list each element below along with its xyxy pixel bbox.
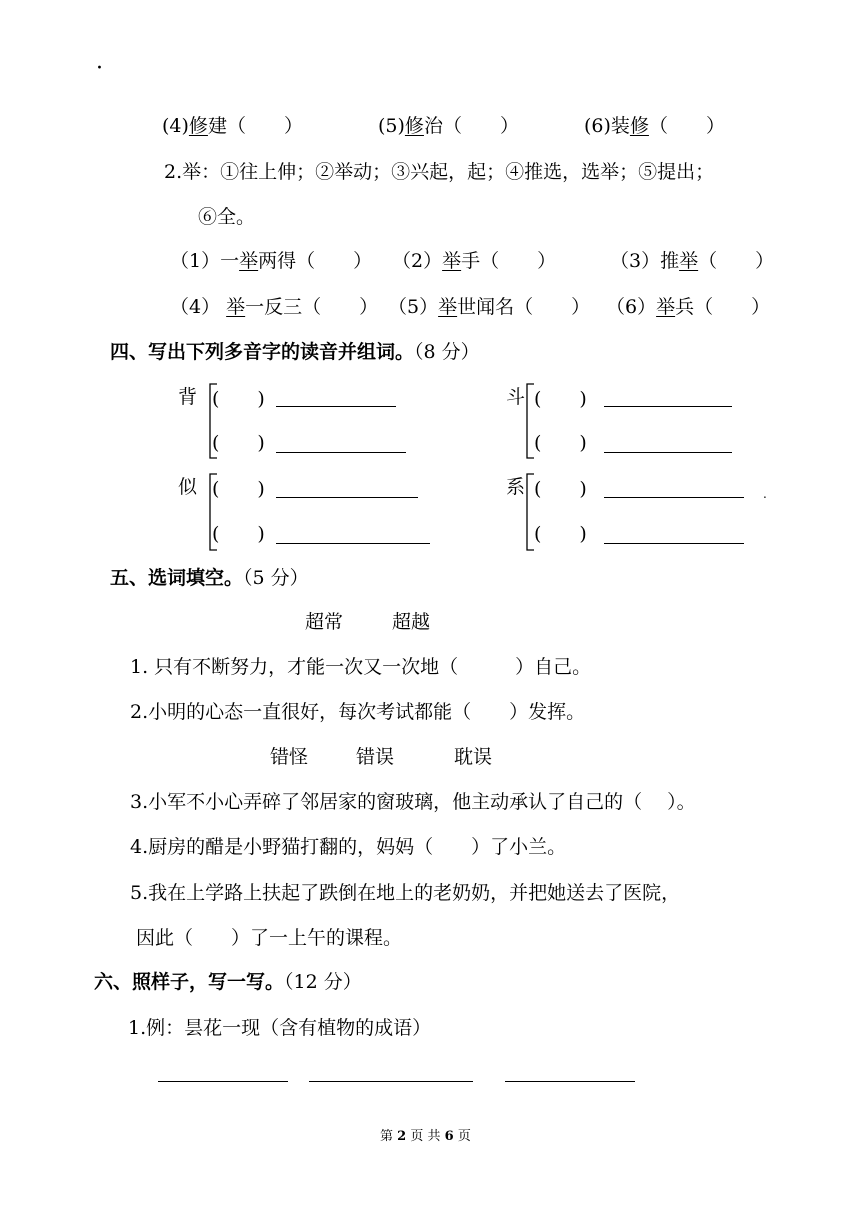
word-blank[interactable] xyxy=(604,497,744,498)
ju-item-1 xyxy=(170,252,372,271)
word-blank[interactable] xyxy=(604,543,744,544)
footer-page-number: 2 xyxy=(397,1129,407,1144)
q3-item-4 xyxy=(162,117,303,136)
answer-blank[interactable]: （ ） xyxy=(226,115,303,137)
item-num: （1） xyxy=(170,250,221,272)
q5-item-3: 3.小军不小心弄碎了邻居家的窗玻璃，他主动承认了自己的（ ）。 xyxy=(130,791,696,813)
q5-item-4: 4.厨房的醋是小野猫打翻的，妈妈（ ）了小兰。 xyxy=(130,836,567,858)
ju-item-5 xyxy=(388,298,590,317)
answer-blank[interactable]: （ ） xyxy=(648,115,725,137)
item-num: （5） xyxy=(388,296,439,318)
q3-item-5 xyxy=(378,117,519,136)
footer-pre: 第 xyxy=(380,1129,394,1144)
item-rest: 两得 xyxy=(258,250,297,272)
ju-definition-line2: ⑥全。 xyxy=(198,206,256,228)
item-rest: 建 xyxy=(207,115,227,137)
answer-blank[interactable]: （ ） xyxy=(302,296,379,318)
item-rest: 世闻名 xyxy=(457,296,515,318)
word-blank[interactable] xyxy=(276,497,418,498)
polyphone-char-dou: 斗 xyxy=(506,386,526,408)
answer-blank[interactable]: （ ） xyxy=(480,250,557,272)
polyphone-char-bei: 背 xyxy=(178,386,198,408)
target-char: 修 xyxy=(404,115,424,137)
pinyin-paren: ( ) xyxy=(534,523,587,545)
pinyin-paren: ( ) xyxy=(212,478,265,500)
ju-item-6 xyxy=(606,298,770,317)
answer-blank[interactable]: （ ） xyxy=(442,115,519,137)
word-bank-word: 耽误 xyxy=(454,746,493,768)
word-blank[interactable] xyxy=(276,406,396,407)
section-title: 四、写出下列多音字的读音并组词。 xyxy=(110,341,415,363)
section-6-heading xyxy=(94,973,362,992)
item-pre: 装 xyxy=(610,115,630,137)
q3-item-6 xyxy=(584,117,725,136)
footer-post: 页 xyxy=(457,1129,471,1144)
q6-item-1: 1.例：昙花一现（含有植物的成语） xyxy=(128,1017,432,1039)
word-bank-word: 错误 xyxy=(356,746,395,768)
page-mark: · xyxy=(96,56,103,81)
target-char: 举 xyxy=(442,250,462,272)
item-num: (5) xyxy=(378,115,405,137)
target-char: 修 xyxy=(629,115,649,137)
item-num: (6) xyxy=(584,115,611,137)
pinyin-paren: ( ) xyxy=(212,523,265,545)
target-char: 修 xyxy=(188,115,208,137)
item-rest: 一反三 xyxy=(245,296,303,318)
word-bank-word: 错怪 xyxy=(270,746,309,768)
footer-total-pages: 6 xyxy=(444,1129,454,1144)
pinyin-paren: ( ) xyxy=(212,388,265,410)
answer-blank[interactable]: （ ） xyxy=(296,250,373,272)
stray-dot: . xyxy=(763,487,767,501)
pinyin-paren: ( ) xyxy=(212,432,265,454)
target-char: 举 xyxy=(679,250,699,272)
target-char: 举 xyxy=(226,296,246,318)
target-char: 举 xyxy=(656,296,676,318)
word-blank[interactable] xyxy=(276,452,406,453)
word-blank[interactable] xyxy=(276,543,430,544)
answer-blank[interactable]: （ ） xyxy=(694,296,771,318)
item-rest: 兵 xyxy=(675,296,695,318)
q5-item-2: 2.小明的心态一直很好，每次考试都能（ ）发挥。 xyxy=(130,701,586,723)
answer-blank[interactable]: （ ） xyxy=(514,296,591,318)
section-title: 五、选词填空。 xyxy=(110,567,244,589)
word-bank-word: 超越 xyxy=(392,611,431,633)
section-points: （8 分） xyxy=(414,341,480,363)
section-4-heading xyxy=(110,343,480,362)
section-5-heading xyxy=(110,569,309,588)
polyphone-char-si: 似 xyxy=(178,476,198,498)
item-num: （3） xyxy=(610,250,661,272)
answer-blank[interactable]: （ ） xyxy=(698,250,775,272)
polyphone-char-xi: 系 xyxy=(506,476,526,498)
pinyin-paren: ( ) xyxy=(534,432,587,454)
answer-line[interactable] xyxy=(505,1081,635,1082)
item-num: (4) xyxy=(162,115,189,137)
item-pre: 一 xyxy=(220,250,240,272)
ju-definition-line1: 2.举：①往上伸；②举动；③兴起，起；④推选，选举；⑤提出； xyxy=(164,161,715,183)
page-footer xyxy=(380,1130,471,1143)
item-num: （6） xyxy=(606,296,657,318)
pinyin-paren: ( ) xyxy=(534,388,587,410)
item-num: （4） xyxy=(170,296,227,318)
target-char: 举 xyxy=(239,250,259,272)
item-rest: 手 xyxy=(461,250,481,272)
pinyin-paren: ( ) xyxy=(534,478,587,500)
ju-item-4 xyxy=(170,298,378,317)
section-points: （12 分） xyxy=(284,971,362,993)
q5-item-5-cont: 因此（ ）了一上午的课程。 xyxy=(136,927,403,949)
answer-line[interactable] xyxy=(158,1081,288,1082)
item-rest: 治 xyxy=(423,115,443,137)
word-blank[interactable] xyxy=(604,406,732,407)
word-bank-word: 超常 xyxy=(305,611,344,633)
q5-item-1: 1. 只有不断努力，才能一次又一次地（ ）自己。 xyxy=(130,656,592,678)
item-pre: 推 xyxy=(660,250,680,272)
q5-item-5: 5.我在上学路上扶起了跌倒在地上的老奶奶，并把她送去了医院， xyxy=(130,882,681,904)
section-points: （5 分） xyxy=(243,567,309,589)
ju-item-3 xyxy=(610,252,774,271)
item-num: （2） xyxy=(392,250,443,272)
answer-line[interactable] xyxy=(309,1081,473,1082)
section-title: 六、照样子，写一写。 xyxy=(94,971,285,993)
word-blank[interactable] xyxy=(604,452,732,453)
target-char: 举 xyxy=(438,296,458,318)
footer-mid: 页 共 xyxy=(410,1129,441,1144)
ju-item-2 xyxy=(392,252,556,271)
